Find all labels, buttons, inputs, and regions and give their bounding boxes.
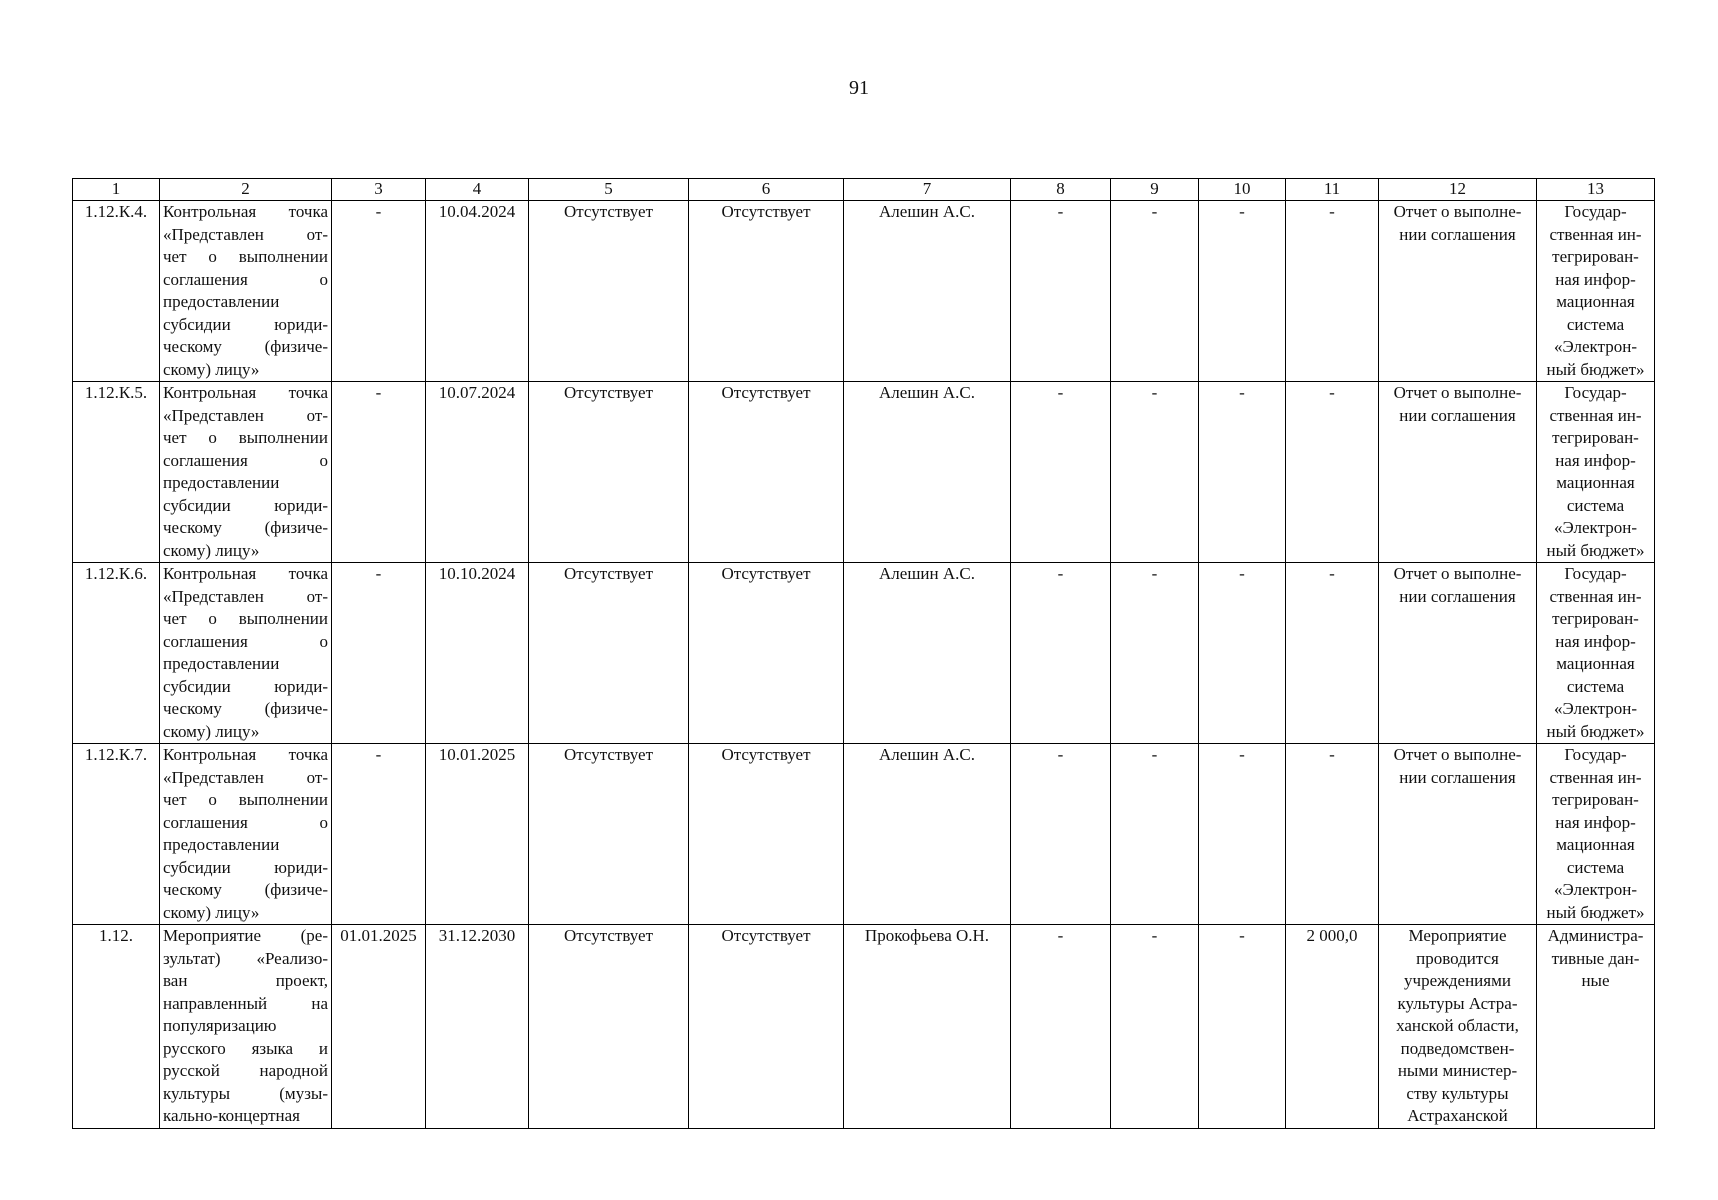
document-line: ству культуры [1406, 1083, 1509, 1103]
name-line: чет о выполнении [163, 790, 328, 809]
cell-col11: - [1286, 563, 1379, 744]
name-line: «Представлен от- [163, 405, 328, 425]
cell-col9: - [1111, 201, 1199, 382]
document-line: подведомствен- [1400, 1038, 1515, 1058]
col-header: 10 [1199, 179, 1286, 201]
col-header: 7 [844, 179, 1011, 201]
name-line: скому) лицу» [163, 902, 260, 922]
name-line: чет о выполнении [163, 609, 328, 628]
document-line: нии соглашения [1399, 405, 1516, 425]
cell-document [1379, 563, 1537, 744]
name-line: ческому (физиче- [163, 337, 328, 356]
cell-col5: Отсутствует [529, 201, 689, 382]
document-line: Астраханской [1407, 1106, 1508, 1125]
source-line: «Электрон- [1554, 880, 1637, 899]
cell-col8: - [1011, 201, 1111, 382]
cell-col10: - [1199, 563, 1286, 744]
cell-name [160, 925, 332, 1129]
cell-col9: - [1111, 744, 1199, 925]
source-line: ный бюджет» [1546, 540, 1645, 560]
name-line: предоставлении [163, 292, 280, 311]
col-header: 6 [689, 179, 844, 201]
cell-start-date: - [332, 382, 426, 563]
source-line: тивные дан- [1551, 948, 1640, 968]
name-line: кально-концертная [163, 1106, 300, 1125]
cell-col8: - [1011, 925, 1111, 1129]
source-line: ные [1581, 971, 1610, 990]
document-line: нии соглашения [1399, 224, 1516, 244]
source-line: система [1566, 495, 1625, 515]
cell-document [1379, 201, 1537, 382]
cell-col10: - [1199, 382, 1286, 563]
source-line: Государ- [1564, 745, 1627, 764]
data-table [72, 178, 1655, 1129]
source-line: «Электрон- [1554, 337, 1637, 356]
name-line: чет о выполнении [163, 428, 328, 447]
source-line: «Электрон- [1554, 699, 1637, 718]
name-line: скому) лицу» [163, 540, 260, 560]
document-line: Отчет о выполне- [1393, 202, 1522, 221]
cell-col9: - [1111, 563, 1199, 744]
cell-document [1379, 744, 1537, 925]
source-line: Государ- [1564, 564, 1627, 583]
source-line: ственная ин- [1549, 224, 1642, 244]
name-line: ческому (физиче- [163, 880, 328, 899]
document-line: ханской области, [1396, 1016, 1519, 1035]
source-line: тегрирован- [1552, 247, 1639, 266]
name-line: Контрольная точка [163, 383, 328, 402]
col-header: 5 [529, 179, 689, 201]
cell-responsible: Алешин А.С. [844, 744, 1011, 925]
source-line: мационная [1556, 654, 1635, 673]
name-line: субсидии юриди- [163, 857, 328, 877]
cell-col6: Отсутствует [689, 382, 844, 563]
name-line: Контрольная точка [163, 564, 328, 583]
name-line: ческому (физиче- [163, 518, 328, 537]
source-line: ная инфор- [1555, 631, 1636, 651]
name-line: соглашения о [163, 812, 328, 832]
name-line: скому) лицу» [163, 359, 260, 379]
cell-end-date: 31.12.2030 [426, 925, 529, 1129]
name-line: Контрольная точка [163, 202, 328, 221]
cell-col10: - [1199, 925, 1286, 1129]
name-line: зультат) «Реализо- [163, 948, 328, 968]
cell-col11: - [1286, 201, 1379, 382]
cell-document [1379, 925, 1537, 1129]
document-line: культуры Астра- [1397, 993, 1518, 1013]
source-line: мационная [1556, 473, 1635, 492]
name-line: популяризацию [163, 1016, 277, 1035]
cell-start-date: - [332, 201, 426, 382]
name-line: ческому (физиче- [163, 699, 328, 718]
source-line: мационная [1556, 292, 1635, 311]
cell-name [160, 563, 332, 744]
source-line: система [1566, 676, 1625, 696]
source-line: ная инфор- [1555, 269, 1636, 289]
col-header: 13 [1537, 179, 1655, 201]
cell-code: 1.12. [73, 925, 160, 1129]
col-header: 11 [1286, 179, 1379, 201]
name-line: ван проект, [163, 971, 328, 990]
name-line: культуры (музы- [163, 1083, 328, 1103]
cell-source [1537, 744, 1655, 925]
name-line: соглашения о [163, 631, 328, 651]
cell-col5: Отсутствует [529, 744, 689, 925]
name-line: субсидии юриди- [163, 495, 328, 515]
table-row [73, 382, 1655, 563]
col-header: 8 [1011, 179, 1111, 201]
name-line: соглашения о [163, 450, 328, 470]
cell-document [1379, 382, 1537, 563]
document-line: Отчет о выполне- [1393, 383, 1522, 402]
cell-source [1537, 382, 1655, 563]
source-line: система [1566, 857, 1625, 877]
header-row [73, 179, 1655, 201]
document-line: нии соглашения [1399, 586, 1516, 606]
col-header: 1 [73, 179, 160, 201]
document-line: ными министер- [1397, 1061, 1518, 1080]
name-line: русской народной [163, 1061, 328, 1080]
source-line: ственная ин- [1549, 767, 1642, 787]
source-line: Государ- [1564, 383, 1627, 402]
source-line: Государ- [1564, 202, 1627, 221]
table-row [73, 925, 1655, 1129]
source-line: тегрирован- [1552, 790, 1639, 809]
name-line: «Представлен от- [163, 767, 328, 787]
cell-col6: Отсутствует [689, 563, 844, 744]
cell-col8: - [1011, 563, 1111, 744]
cell-end-date: 10.04.2024 [426, 201, 529, 382]
cell-col6: Отсутствует [689, 744, 844, 925]
name-line: русского языка и [163, 1038, 328, 1058]
cell-col9: - [1111, 382, 1199, 563]
name-line: «Представлен от- [163, 224, 328, 244]
col-header: 12 [1379, 179, 1537, 201]
name-line: субсидии юриди- [163, 676, 328, 696]
cell-col8: - [1011, 382, 1111, 563]
cell-end-date: 10.01.2025 [426, 744, 529, 925]
cell-col10: - [1199, 201, 1286, 382]
table-row [73, 744, 1655, 925]
document-line: проводится [1416, 948, 1499, 968]
cell-start-date: - [332, 744, 426, 925]
cell-col11: - [1286, 744, 1379, 925]
cell-col10: - [1199, 744, 1286, 925]
cell-col8: - [1011, 744, 1111, 925]
source-line: мационная [1556, 835, 1635, 854]
cell-source [1537, 563, 1655, 744]
source-line: Администра- [1547, 926, 1644, 945]
document-line: нии соглашения [1399, 767, 1516, 787]
col-header: 2 [160, 179, 332, 201]
cell-col11: 2 000,0 [1286, 925, 1379, 1129]
cell-name [160, 201, 332, 382]
source-line: «Электрон- [1554, 518, 1637, 537]
name-line: Контрольная точка [163, 745, 328, 764]
name-line: «Представлен от- [163, 586, 328, 606]
table-row [73, 201, 1655, 382]
cell-responsible: Прокофьева О.Н. [844, 925, 1011, 1129]
cell-code: 1.12.К.4. [73, 201, 160, 382]
document-line: Мероприятие [1408, 926, 1507, 945]
cell-responsible: Алешин А.С. [844, 563, 1011, 744]
name-line: Мероприятие (ре- [163, 926, 328, 945]
cell-source [1537, 201, 1655, 382]
table-body [73, 201, 1655, 1129]
col-header: 3 [332, 179, 426, 201]
cell-col5: Отсутствует [529, 382, 689, 563]
name-line: предоставлении [163, 835, 280, 854]
cell-col9: - [1111, 925, 1199, 1129]
document-line: учреждениями [1404, 971, 1511, 990]
source-line: тегрирован- [1552, 609, 1639, 628]
cell-responsible: Алешин А.С. [844, 201, 1011, 382]
name-line: соглашения о [163, 269, 328, 289]
document-line: Отчет о выполне- [1393, 564, 1522, 583]
name-line: направленный на [163, 993, 328, 1013]
cell-col6: Отсутствует [689, 925, 844, 1129]
cell-code: 1.12.К.7. [73, 744, 160, 925]
cell-end-date: 10.07.2024 [426, 382, 529, 563]
table-row [73, 563, 1655, 744]
cell-col6: Отсутствует [689, 201, 844, 382]
source-line: система [1566, 314, 1625, 334]
cell-responsible: Алешин А.С. [844, 382, 1011, 563]
page-number: 91 [849, 77, 869, 99]
cell-code: 1.12.К.6. [73, 563, 160, 744]
cell-start-date: - [332, 563, 426, 744]
document-line: Отчет о выполне- [1393, 745, 1522, 764]
cell-code: 1.12.К.5. [73, 382, 160, 563]
source-line: ный бюджет» [1546, 902, 1645, 922]
name-line: чет о выполнении [163, 247, 328, 266]
name-line: предоставлении [163, 473, 280, 492]
cell-end-date: 10.10.2024 [426, 563, 529, 744]
cell-col5: Отсутствует [529, 563, 689, 744]
source-line: тегрирован- [1552, 428, 1639, 447]
cell-source [1537, 925, 1655, 1129]
cell-name [160, 382, 332, 563]
source-line: ственная ин- [1549, 586, 1642, 606]
source-line: ная инфор- [1555, 450, 1636, 470]
source-line: ственная ин- [1549, 405, 1642, 425]
cell-col5: Отсутствует [529, 925, 689, 1129]
name-line: субсидии юриди- [163, 314, 328, 334]
name-line: предоставлении [163, 654, 280, 673]
source-line: ная инфор- [1555, 812, 1636, 832]
source-line: ный бюджет» [1546, 359, 1645, 379]
cell-name [160, 744, 332, 925]
source-line: ный бюджет» [1546, 721, 1645, 741]
cell-start-date: 01.01.2025 [332, 925, 426, 1129]
col-header: 4 [426, 179, 529, 201]
name-line: скому) лицу» [163, 721, 260, 741]
cell-col11: - [1286, 382, 1379, 563]
col-header: 9 [1111, 179, 1199, 201]
